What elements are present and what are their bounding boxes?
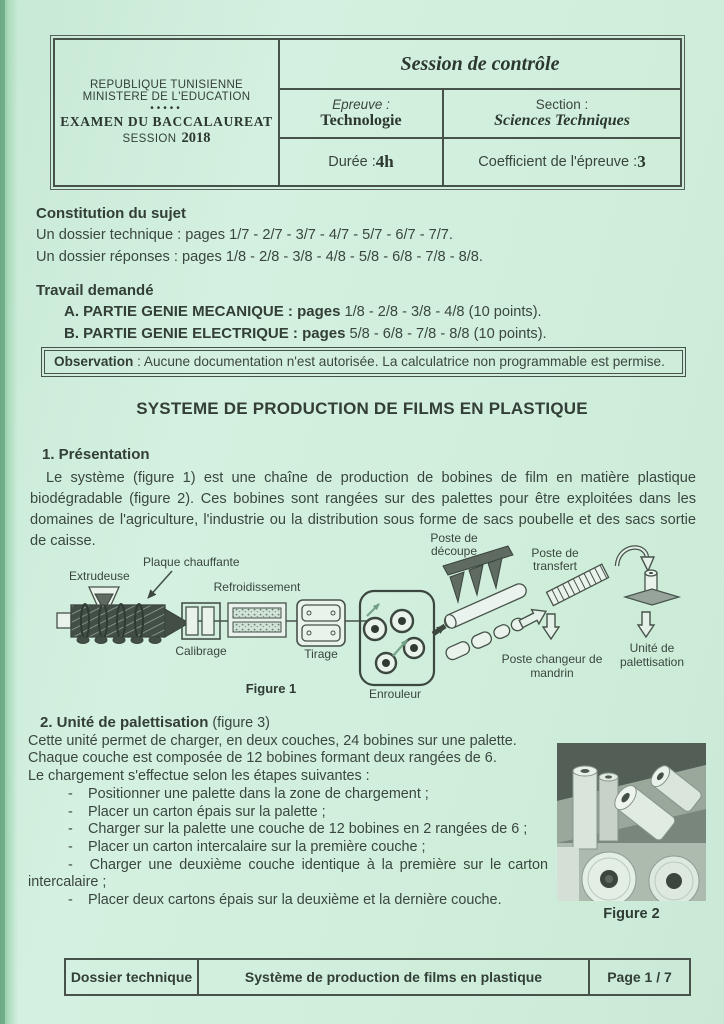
partie-mecanique-bold: A. PARTIE GENIE MECANIQUE : pages <box>64 303 341 320</box>
exam-name: EXAMEN DU BACCALAUREAT <box>60 113 273 129</box>
heating-plate-arrow <box>148 571 172 598</box>
observation-box <box>44 350 683 374</box>
ministry-line: MINISTERE DE L'EDUCATION <box>82 90 251 103</box>
session-year: 2018 <box>181 129 211 146</box>
intro-line: Chaque couche est composée de 12 bobines formant deux rangées de 6. <box>28 750 497 767</box>
footer-doc-type: Dossier technique <box>66 960 199 994</box>
figure1-label-plaque-chauffante: Plaque chauffante <box>143 555 240 569</box>
figure1-label-extrudeuse: Extrudeuse <box>69 569 130 583</box>
observation-label: Observation <box>54 354 134 369</box>
presentation-heading: 1. Présentation <box>42 446 150 463</box>
intro-line: Le chargement s'effectue selon les étapes suivantes : <box>28 768 370 785</box>
duree-cell <box>280 139 444 185</box>
constitution-heading: Constitution du sujet <box>36 205 186 222</box>
dots-separator: ••••• <box>150 102 183 114</box>
figure1-label-refroidissement: Refroidissement <box>213 580 301 594</box>
coefficient-label: Coefficient de l'épreuve : <box>478 154 638 170</box>
section-value: Sciences Techniques <box>494 112 630 129</box>
footer-page-number: Page 1 / 7 <box>607 969 672 985</box>
dossier-reponses-line: Un dossier réponses : pages 1/8 - 2/8 - 3/8 - 4/8 - 5/8 - 6/8 - 7/8 - 8/8. <box>36 249 483 265</box>
figure1-label-mandrin-2: mandrin <box>530 666 574 680</box>
palletizing-down-arrow <box>638 612 654 637</box>
list-item <box>28 821 568 839</box>
footer-table <box>64 958 691 996</box>
winder-drawing <box>360 591 434 685</box>
coefficient-cell <box>444 139 680 185</box>
epreuve-label: Epreuve : <box>332 97 390 112</box>
partie-mecanique-pages: 1/8 - 2/8 - 3/8 - 4/8 (10 points). <box>340 304 542 320</box>
partie-electrique-bold: B. PARTIE GENIE ELECTRIQUE : pages <box>64 325 346 342</box>
figure1-diagram <box>55 528 710 713</box>
bullet-text: Placer un carton intercalaire sur la première couche ; <box>88 838 426 855</box>
bullet-dash: - <box>68 856 73 873</box>
figure1-label-transfert-1: Poste de <box>531 546 579 560</box>
figure1-label-mandrin-1: Poste changeur de <box>501 652 603 666</box>
figure2-block <box>557 743 706 922</box>
bullet-dash: - <box>68 838 73 855</box>
travail-section <box>36 281 547 345</box>
bullet-dash: - <box>68 821 73 838</box>
partie-electrique-pages: 5/8 - 6/8 - 7/8 - 8/8 (10 points). <box>345 326 547 342</box>
figure1-label-decoupe-2: découpe <box>430 544 478 558</box>
institution-block <box>55 40 280 185</box>
list-item <box>28 857 548 892</box>
session-title-cell <box>280 40 680 90</box>
figure1-label-decoupe-1: Poste de <box>430 531 478 545</box>
pulling-drawing <box>297 600 345 646</box>
palletizing-drop-drawing <box>617 548 679 605</box>
epreuve-cell <box>280 90 444 139</box>
bullet-dash: - <box>68 892 73 909</box>
dossier-technique-line: Un dossier technique : pages 1/7 - 2/7 - 3/7 - 4/7 - 5/7 - 6/7 - 7/7. <box>36 227 453 243</box>
palettisation-heading-bold: 2. Unité de palettisation <box>40 714 209 731</box>
extruder-drawing <box>57 587 189 644</box>
observation-text: : Aucune documentation n'est autorisée. La calculatrice non programmable est permise. <box>133 354 665 369</box>
partie-mecanique-line <box>36 301 547 323</box>
figure2-photo <box>557 743 706 901</box>
figure2-caption: Figure 2 <box>603 906 660 922</box>
bullet-text: Placer un carton épais sur la palette ; <box>88 803 326 820</box>
bullet-text: Positionner une palette dans la zone de chargement ; <box>88 785 429 802</box>
palettisation-heading-ref: (figure 3) <box>208 715 270 731</box>
mandrel-down-arrow <box>543 614 559 639</box>
footer-doc-title: Système de production de films en plastique <box>199 960 590 994</box>
list-item <box>28 804 568 822</box>
bullet-text: Charger une deuxième couche identique à la première sur le carton intercalaire ; <box>28 856 549 891</box>
figure1-svg <box>55 528 710 713</box>
list-item <box>28 839 568 857</box>
coefficient-value: 3 <box>637 152 646 171</box>
figure1-label-transfert-2: transfert <box>532 559 578 573</box>
session-year-row <box>123 130 211 147</box>
figure1-label-palettisation-2: palettisation <box>619 655 685 669</box>
cooling-drawing <box>228 603 286 637</box>
page-left-edge-dark <box>0 0 5 1024</box>
list-item <box>28 786 568 804</box>
presentation-paragraph: Le système (figure 1) est une chaîne de production de bobines de film en matière plastique biodégradable (figure 2). Ces bobines sont rangées sur des palettes pour être exploitées dans les domaines de l'agriculture, l'industrie ou la distribution sous forme de sacs poubelle et des sacs sortie de caisse. <box>30 470 696 549</box>
list-item <box>28 892 568 910</box>
constitution-section <box>36 204 483 268</box>
figure1-label-enrouleur: Enrouleur <box>368 687 422 701</box>
figure1-caption: Figure 1 <box>245 681 297 696</box>
palettisation-heading <box>28 714 568 733</box>
duree-label: Durée : <box>328 154 376 170</box>
travail-heading: Travail demandé <box>36 282 154 299</box>
bullet-text: Placer deux cartons épais sur la deuxième et la dernière couche. <box>88 892 502 909</box>
partie-electrique-line <box>36 323 547 345</box>
page-title: SYSTEME DE PRODUCTION DE FILMS EN PLASTIQUE <box>136 399 588 418</box>
bullet-dash: - <box>68 803 73 820</box>
figure1-label-palettisation-1: Unité de <box>629 641 675 655</box>
intro-line: Cette unité permet de charger, en deux couches, 24 bobines sur une palette. <box>28 732 517 749</box>
bullet-dash: - <box>68 785 73 802</box>
epreuve-value: Technologie <box>320 112 402 129</box>
duree-value: 4h <box>375 152 394 171</box>
figure1-label-tirage: Tirage <box>304 647 338 661</box>
session-title: Session de contrôle <box>400 52 560 75</box>
session-label: SESSION <box>122 132 177 145</box>
bullet-text: Charger sur la palette une couche de 12 bobines en 2 rangées de 6 ; <box>88 821 528 838</box>
republic-line: REPUBLIQUE TUNISIENNE <box>89 78 244 91</box>
exam-header-table <box>53 38 682 187</box>
section-cell <box>444 90 680 139</box>
section-label: Section : <box>535 97 589 112</box>
palettisation-section <box>28 714 568 910</box>
figure1-label-calibrage: Calibrage <box>175 644 227 658</box>
